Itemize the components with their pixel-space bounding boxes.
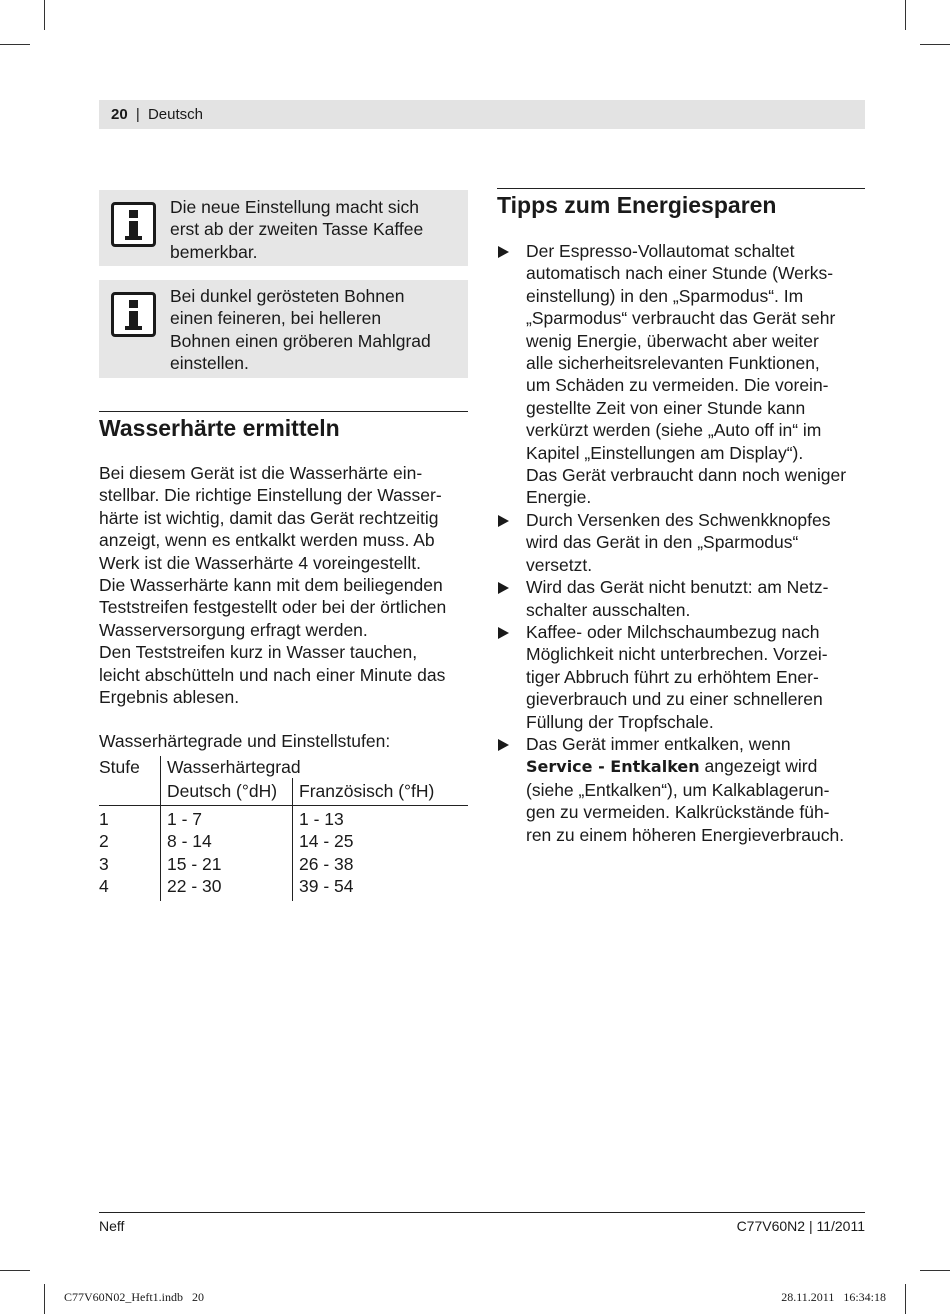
table-header-stufe: Stufe xyxy=(99,757,140,777)
print-slug-left: C77V60N02_Heft1.indb 20 xyxy=(64,1290,204,1304)
service-entkalken-label: Service - Entkalken xyxy=(526,757,700,777)
print-slug-right: 28.11.2011 16:34:18 xyxy=(781,1290,886,1304)
info-box xyxy=(99,280,468,378)
section-rule xyxy=(497,188,865,189)
bullet-triangle-icon xyxy=(498,246,509,258)
info-text: Die neue Einstellung macht sich erst ab der zweiten Tasse Kaffee bemerkbar. xyxy=(170,197,424,262)
section-title-water: Wasserhärte ermitteln xyxy=(99,415,340,441)
info-icon xyxy=(111,292,156,337)
bullet-triangle-icon xyxy=(498,582,509,594)
section-rule xyxy=(99,411,468,412)
info-text: Bei dunkel gerösteten Bohnen einen feineren, bei helleren Bohnen einen gröberen Mahlgrad einstellen. xyxy=(170,286,431,374)
crop-mark xyxy=(44,1284,45,1314)
header-language: Deutsch xyxy=(147,106,203,123)
footer-model-date: C77V60N2 | 11/2011 xyxy=(736,1218,865,1234)
table-row: 2 8 - 14 14 - 25 xyxy=(99,830,468,852)
table-row: 4 22 - 30 39 - 54 xyxy=(99,875,468,901)
table-row: 3 15 - 21 26 - 38 xyxy=(99,853,468,875)
bullet-triangle-icon xyxy=(498,515,509,527)
list-item: Der Espresso-Vollautomat schaltet automatisch nach einer Stunde (Werks- einstellung) in den „Sparmodus“. Im „Sparmodus“ verbraucht das Gerät sehr wenig Energie, überwacht aber weiter alle sicherheitsrelevanten Funktionen, um Schäden zu vermeiden. Die vorein- gestellte Zeit von einer Stunde kann verkürzt werden (siehe „Auto off in“ im Kapitel „Einstellungen am Display“). Das Gerät verbraucht dann noch weniger Energie. xyxy=(497,240,867,509)
table-header-fr: Französisch (°fH) xyxy=(293,778,469,805)
crop-mark xyxy=(920,1270,950,1271)
table-header-de: Deutsch (°dH) xyxy=(161,778,293,805)
info-box xyxy=(99,190,468,266)
table-header-group: Wasserhärtegrad xyxy=(161,756,469,778)
page-header xyxy=(99,100,865,129)
header-separator: | xyxy=(135,106,140,123)
energy-tips-list xyxy=(497,240,867,846)
list-item: Durch Versenken des Schwenkknopfes wird das Gerät in den „Sparmodus“ versetzt. xyxy=(497,509,867,576)
footer-brand: Neff xyxy=(99,1218,125,1234)
info-icon xyxy=(111,202,156,247)
water-hardness-table xyxy=(99,756,468,901)
table-row: 1 1 - 7 1 - 13 xyxy=(99,805,468,830)
footer-rule xyxy=(99,1212,865,1213)
crop-mark xyxy=(905,0,906,30)
section-title-energy: Tipps zum Energiesparen xyxy=(497,192,777,218)
crop-mark xyxy=(0,1270,30,1271)
crop-mark xyxy=(905,1284,906,1314)
table-caption: Wasserhärtegrade und Einstellstufen: xyxy=(99,731,391,751)
page-number: 20 xyxy=(111,106,128,123)
crop-mark xyxy=(920,44,950,45)
bullet-triangle-icon xyxy=(498,739,509,751)
water-body: Bei diesem Gerät ist die Wasserhärte ein- stellbar. Die richtige Einstellung der Wasser- härte ist wichtig, damit das Gerät rechtzeitig anzeigt, wenn es entkalkt werden muss. Ab Werk ist die Wasserhärte 4 voreingestellt. Die Wasserhärte kann mit dem beiliegenden Teststreifen festgestellt oder bei der örtlichen Wasserversorgung erfragt werden. Den Teststreifen kurz in Wasser tauchen, leicht abschütteln und nach einer Minute das Ergebnis ablesen. xyxy=(99,463,447,708)
list-item: Kaffee- oder Milchschaumbezug nach Möglichkeit nicht unterbrechen. Vorzei- tiger Abbruch führt zu erhöhtem Ener- gieverbrauch und zu einer schnelleren Füllung der Tropfschale. xyxy=(497,621,867,733)
crop-mark xyxy=(0,44,30,45)
crop-mark xyxy=(44,0,45,30)
list-item: Wird das Gerät nicht benutzt: am Netz- schalter ausschalten. xyxy=(497,576,867,621)
bullet-triangle-icon xyxy=(498,627,509,639)
list-item: Das Gerät immer entkalken, wenn Service - Entkalken angezeigt wird (siehe „Entkalken“), um Kalkablagerun- gen zu vermeiden. Kalkrückstände füh- ren zu einem höheren Energieverbrauch. xyxy=(497,733,867,846)
